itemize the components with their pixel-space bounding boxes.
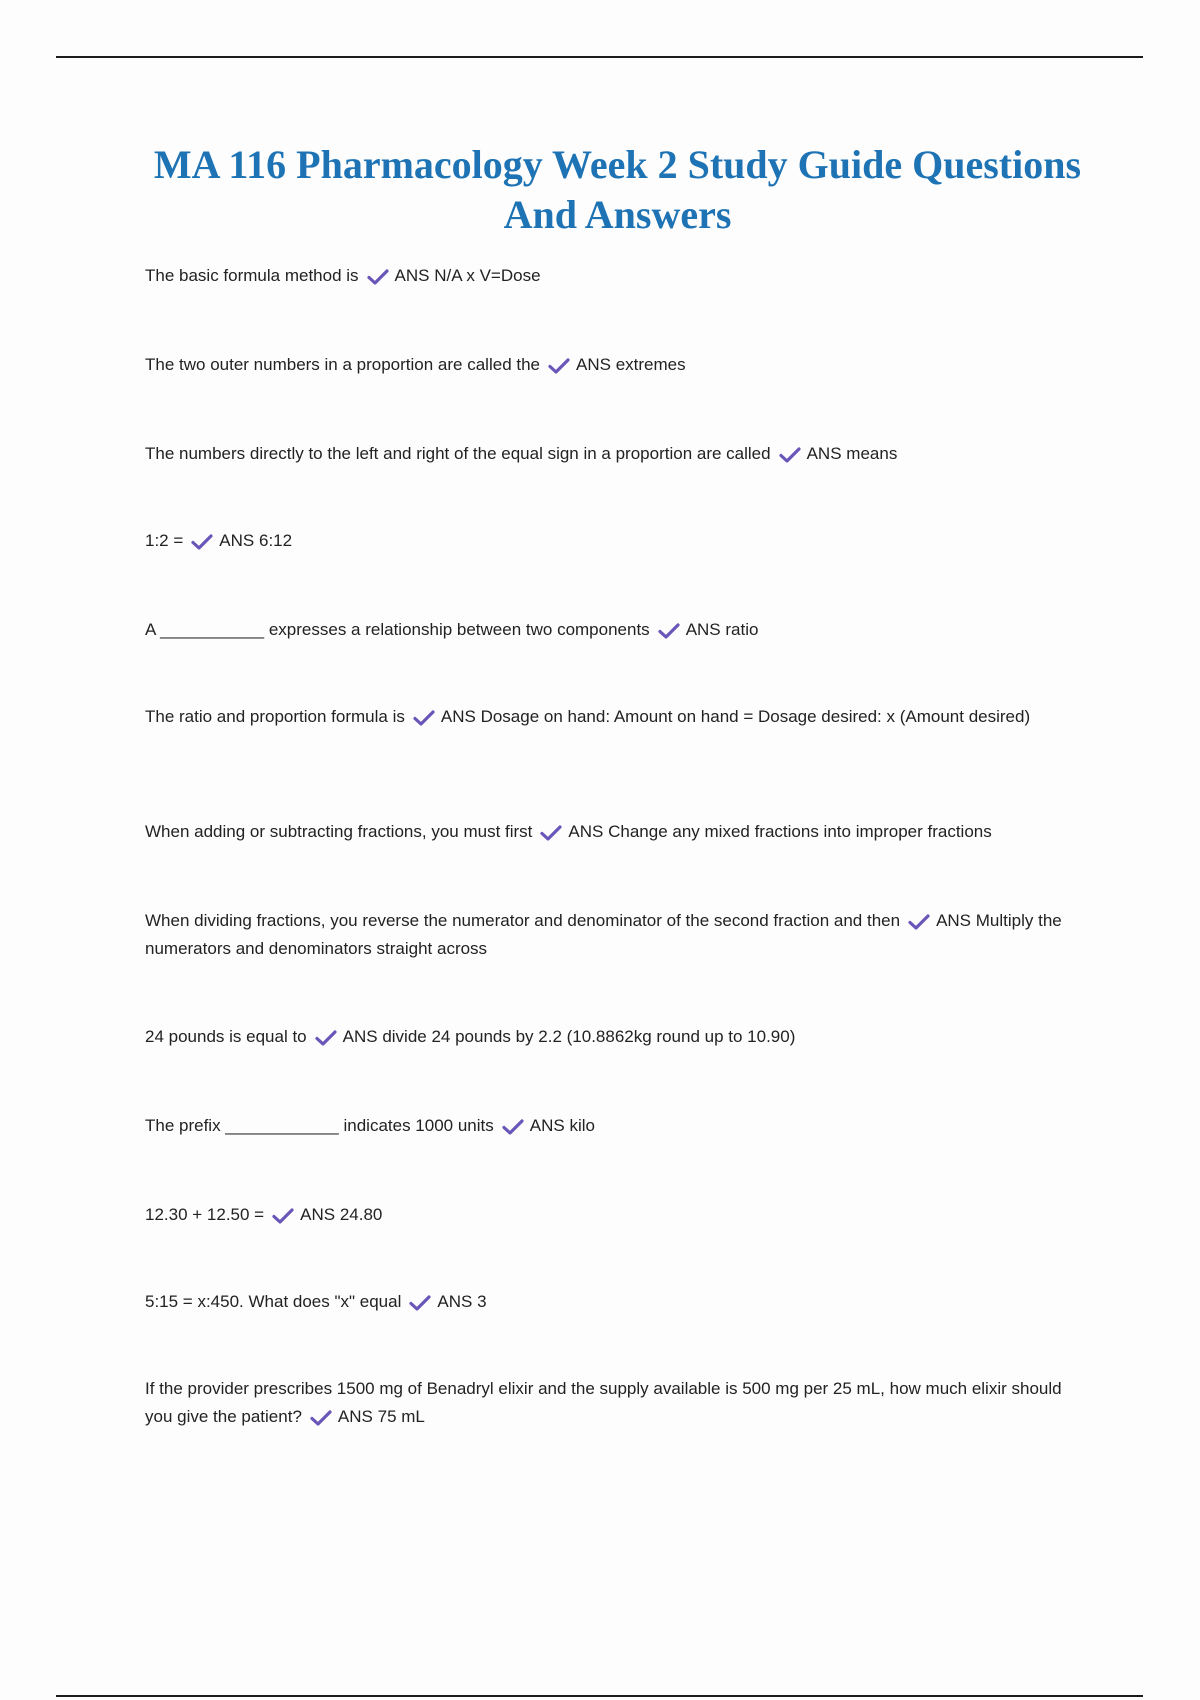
answer-prefix: ANS [685, 620, 721, 639]
answer-text: extremes [615, 355, 686, 374]
qa-item [145, 1112, 1085, 1140]
checkmark-icon [409, 1294, 431, 1312]
question-text: The prefix ____________ indicates 1000 units [145, 1116, 494, 1135]
checkmark-icon [315, 1029, 337, 1047]
question-text: 24 pounds is equal to [145, 1027, 307, 1046]
checkmark-icon [540, 824, 562, 842]
answer-prefix: ANS [219, 531, 255, 550]
answer-text: means [846, 444, 898, 463]
answer-prefix: ANS [342, 1027, 378, 1046]
checkmark-icon [908, 913, 930, 931]
answer-prefix: ANS [576, 355, 611, 374]
checkmark-icon [548, 357, 570, 375]
answer-text: 75 mL [377, 1407, 425, 1426]
qa-item [145, 616, 1085, 644]
answer-prefix: ANS [440, 707, 476, 726]
answer-text: 24.80 [339, 1205, 383, 1224]
answer-text: divide 24 pounds by 2.2 (10.8862kg round up to 10.90) [382, 1027, 796, 1046]
qa-item [145, 1288, 1085, 1316]
bottom-rule [56, 1695, 1143, 1697]
question-text: When dividing fractions, you reverse the numerator and denominator of the second fraction and then [145, 911, 901, 930]
question-text: When adding or subtracting fractions, you must first [145, 822, 533, 841]
answer-prefix: ANS [394, 266, 430, 285]
answer-text: N/A x V=Dose [434, 266, 541, 285]
answer-prefix: ANS [300, 1205, 336, 1224]
qa-item [145, 1201, 1085, 1229]
question-text: The basic formula method is [145, 266, 359, 285]
answer-text: 3 [477, 1292, 487, 1311]
question-text: If the provider prescribes 1500 mg of Benadryl elixir and the supply available is 500 mg per 25 mL, how much elixir should you give the patient? [145, 1379, 1062, 1426]
answer-text: kilo [569, 1116, 595, 1135]
qa-item [145, 262, 1085, 290]
qa-item [145, 1375, 1085, 1431]
answer-text: 6:12 [259, 531, 293, 550]
answer-text: Change any mixed fractions into improper fractions [608, 822, 992, 841]
question-text: 5:15 = x:450. What does "x" equal [145, 1292, 402, 1311]
answer-prefix: ANS [806, 444, 842, 463]
question-text: 12.30 + 12.50 = [145, 1205, 265, 1224]
checkmark-icon [779, 446, 801, 464]
question-text: The numbers directly to the left and right of the equal sign in a proportion are called [145, 444, 771, 463]
answer-prefix: ANS [529, 1116, 565, 1135]
top-rule [56, 56, 1143, 58]
qa-item [145, 351, 1085, 379]
checkmark-icon [310, 1409, 332, 1427]
qa-item [145, 818, 1085, 846]
answer-prefix: ANS [437, 1292, 473, 1311]
answer-prefix: ANS [568, 822, 604, 841]
answer-prefix: ANS [337, 1407, 373, 1426]
answer-text: Dosage on hand: Amount on hand = Dosage desired: x (Amount desired) [480, 707, 1031, 726]
checkmark-icon [191, 533, 213, 551]
answer-text: ratio [725, 620, 759, 639]
question-text: 1:2 = [145, 531, 184, 550]
qa-item [145, 1023, 1085, 1051]
answer-prefix: ANS [936, 911, 972, 930]
qa-item [145, 527, 1085, 555]
question-text: The two outer numbers in a proportion are called the [145, 355, 541, 374]
checkmark-icon [272, 1207, 294, 1225]
page-title: MA 116 Pharmacology Week 2 Study Guide Questions And Answers [153, 142, 1082, 237]
checkmark-icon [413, 709, 435, 727]
qa-item [145, 703, 1085, 731]
checkmark-icon [658, 622, 680, 640]
answer-text: Multiply the numerators and denominators straight across [145, 911, 1062, 958]
qa-item [145, 440, 1085, 468]
qa-item [145, 907, 1085, 963]
question-text: A ___________ expresses a relationship between two components [145, 620, 650, 639]
checkmark-icon [367, 268, 389, 286]
checkmark-icon [502, 1118, 524, 1136]
question-text: The ratio and proportion formula is [145, 707, 405, 726]
